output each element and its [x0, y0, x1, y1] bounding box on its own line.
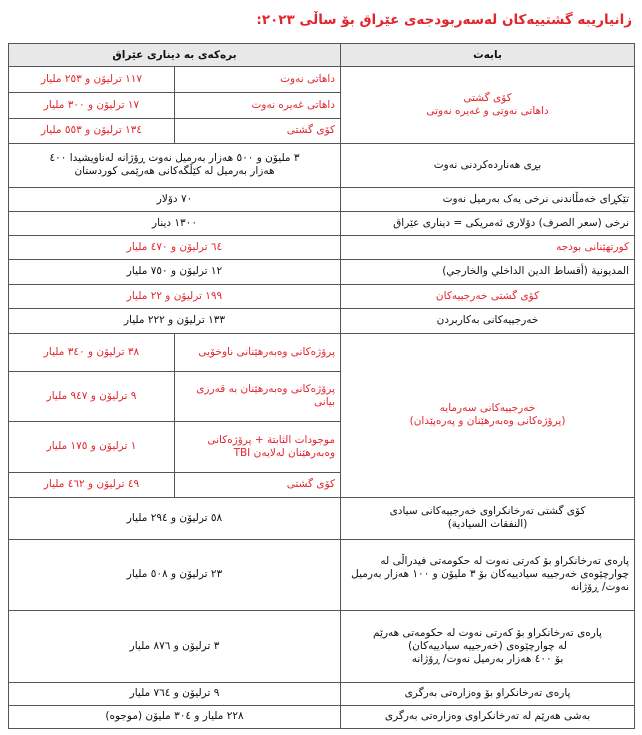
header-item: بابەت: [341, 44, 635, 67]
income-group-cell: [341, 67, 635, 144]
operating-label: خەرجییەکانی بەکاربردن: [341, 308, 635, 333]
sovereign-label: [341, 497, 635, 539]
exchange-label: نرخی (سعر الصرف) دۆلاری ئەمریکی = دیناری عێراق: [341, 212, 635, 236]
cap-total-label: کۆی گشتی: [175, 472, 341, 497]
oil-income-value: ١١٧ ترلیۆن و ٢٥٣ ملیار: [9, 67, 175, 93]
exchange-value: ١٣٠٠ دینار: [9, 212, 341, 236]
table-row: [9, 187, 635, 211]
cap2-label: پرۆژەکانی وەبەرهێنان بە قەرزی بیانی: [175, 371, 341, 421]
export-value-line2: هەزار بەرمیل لە کێڵگەکانی هەرێمی کوردستان: [74, 165, 275, 178]
debt-label: المدیونیة (أقساط الدین الداخلي والخارجي): [341, 260, 635, 284]
region-label-line2: لە چوارچێوەی (خەرجییە سیادییەکان): [408, 639, 567, 652]
region-label: [341, 611, 635, 682]
table-row: [9, 539, 635, 610]
page-title: زانیاریبە گشتییەکان لەسەربودجەی عێراق بۆ ساڵی ٢٠٢٣:: [256, 12, 632, 28]
table-row: [9, 308, 635, 333]
operating-value: ١٣٣ ترلیۆن و ٢٢٢ ملیار: [9, 308, 341, 333]
export-value: [9, 143, 341, 187]
capital-group-subtitle: (پرۆژەکانی وەبەرهێنان و پەرەپێدان): [409, 415, 566, 428]
total-exp-label: کۆی گشتی خەرجییەکان: [341, 284, 635, 308]
oil-income-label: داهاتی نەوت: [175, 67, 341, 93]
cap3-label: موجودات الثابتة + پرۆژەکانی وەبەرهێنان لەلایەن TBI: [175, 422, 341, 472]
total-income-label: کۆی گشتی: [175, 118, 341, 143]
table-row: [9, 611, 635, 682]
capital-group-title: خەرجییەکانی سەرمایە: [439, 402, 536, 415]
peshmerga-value: ٢٢٨ ملیار و ٣٠٤ ملیۆن (موجوه): [9, 705, 341, 728]
export-label: بڕی هەناردەکردنی نەوت: [341, 143, 635, 187]
region-value: ٣ ترلیۆن و ٨٧٦ ملیار: [9, 611, 341, 682]
deficit-label: کورتهێنانی بودجە: [341, 236, 635, 260]
sovereign-label-line2: (النفقات السیادیة): [447, 518, 528, 531]
avg-price-label: تێکڕای خەمڵاندنی نرخی یەک بەرمیل نەوت: [341, 187, 635, 211]
cap3-value: ١ ترلیۆن و ١٧٥ ملیار: [9, 422, 175, 472]
budget-table: [8, 43, 635, 729]
cap1-label: پرۆژەکانی وەبەرهێنانی ناوخۆیی: [175, 333, 341, 371]
table-row: [9, 260, 635, 284]
income-group-subtitle: داهاتی نەوتی و غەیرە نەوتی: [426, 104, 549, 117]
federal-value: ٢٣ ترلیۆن و ٥٠٨ ملیار: [9, 539, 341, 610]
table-row: [9, 212, 635, 236]
defense-label: پارەی تەرخانکراو بۆ وەزارەتی بەرگری: [341, 682, 635, 705]
export-value-line1: ٣ ملیۆن و ٥٠٠ هەزار بەرمیل نەوت ڕۆژانە لەناویشیدا ٤٠٠: [49, 152, 300, 165]
total-income-value: ١٣٤ ترلیۆن و ٥٥٣ ملیار: [9, 118, 175, 143]
table-row: [9, 284, 635, 308]
table-row: [9, 497, 635, 539]
nonoil-income-value: ١٧ ترلیۆن و ٣٠٠ ملیار: [9, 93, 175, 118]
table-row: [9, 705, 635, 728]
sovereign-label-line1: کۆی گشتی تەرخانکراوی خەرجییەکانی سیادی: [389, 505, 586, 518]
total-exp-value: ١٩٩ ترلیۆن و ٢٢ ملیار: [9, 284, 341, 308]
sovereign-value: ٥٨ ترلیۆن و ٢٩٤ ملیار: [9, 497, 341, 539]
header-value: برەکەی بە دیناری عێراق: [9, 44, 341, 67]
region-label-line3: بۆ ٤٠٠ هەزار بەرمیل نەوت/ ڕۆژانە: [411, 652, 564, 665]
debt-value: ١٢ ترلیۆن و ٧٥٠ ملیار: [9, 260, 341, 284]
avg-price-value: ٧٠ دۆلار: [9, 187, 341, 211]
cap2-value: ٩ ترلیۆن و ٩٤٧ ملیار: [9, 371, 175, 421]
nonoil-income-label: داهاتی غەیرە نەوت: [175, 93, 341, 118]
table-row: [9, 333, 635, 371]
table-row: [9, 67, 635, 93]
table-row: [9, 143, 635, 187]
table-header-row: [9, 44, 635, 67]
federal-label: پارەی تەرخانکراو بۆ کەرتی نەوت لە حکومەتی فیدراڵی لە چوارچێوەی خەرجییە سیادییەکان بۆ ٣ ملیۆن و ١٠٠ هەزار بەرمیل نەوت/ ڕۆژانە: [341, 539, 635, 610]
region-label-line1: پارەی تەرخانکراو بۆ کەرتی نەوت لە حکومەتی هەرێم: [373, 626, 602, 639]
peshmerga-label: بەشی هەرێم لە تەرخانکراوی وەزارەتی بەرگری: [341, 705, 635, 728]
cap1-value: ٣٨ ترلیۆن و ٣٤٠ ملیار: [9, 333, 175, 371]
deficit-value: ٦٤ ترلیۆن و ٤٧٠ ملیار: [9, 236, 341, 260]
defense-value: ٩ ترلیۆن و ٧٦٤ ملیار: [9, 682, 341, 705]
income-group-title: کۆی گشتی: [463, 91, 512, 104]
capital-group-cell: [341, 333, 635, 497]
cap-total-value: ٤٩ ترلیۆن و ٤٦٢ ملیار: [9, 472, 175, 497]
table-row: [9, 236, 635, 260]
table-row: [9, 682, 635, 705]
